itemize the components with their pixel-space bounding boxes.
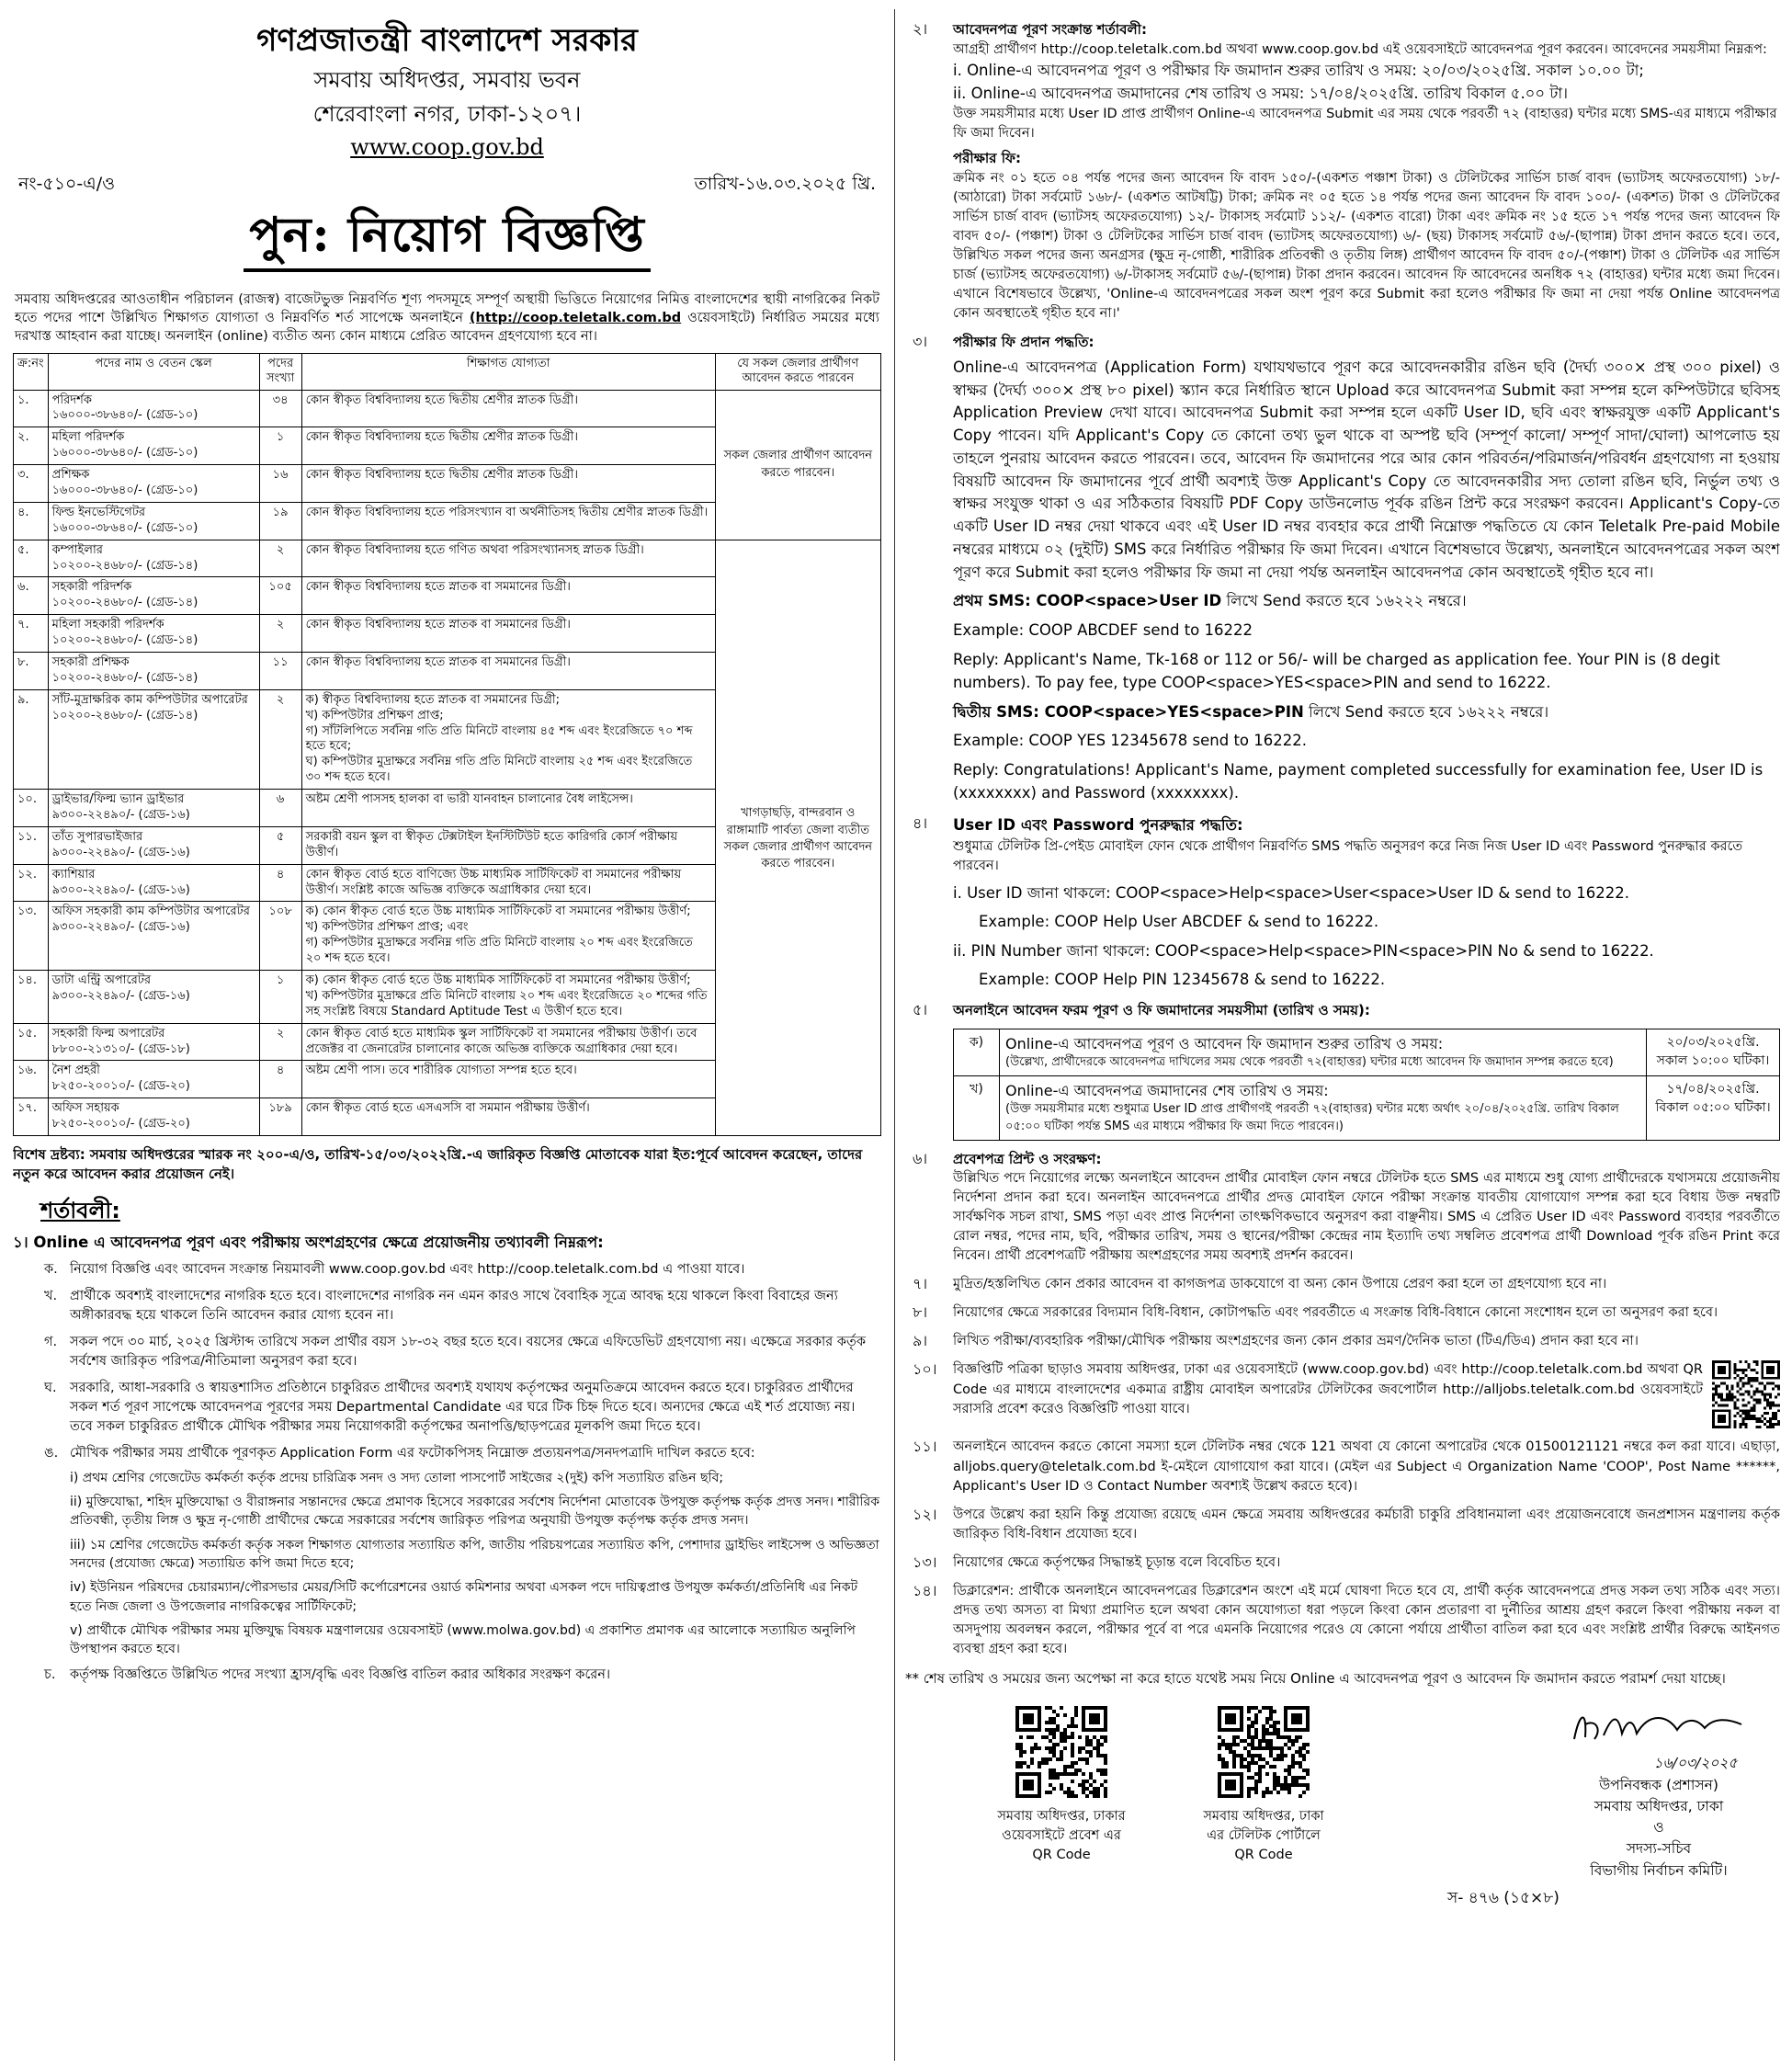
- section-text-body: মুদ্রিত/হস্তলিখিত কোন প্রকার আবেদন বা কাগজপত্র ডাকযোগে বা অন্য কোন উপায়ে প্রেরণ করা হলে তা গ্রহণযোগ্য হবে না।: [953, 1277, 1607, 1292]
- numbered-section: [905, 1303, 1780, 1323]
- row-pay-scale: ৯৩০০-২২৪৯০/- (গ্রেড-১৬): [51, 988, 190, 1003]
- row-qualification: [301, 577, 715, 615]
- second-sms-reply: Reply: Congratulations! Applicant's Name, payment completed successfully for examination fee, User ID is (xxxxxxxx) and Password (xxxxxxxx).: [953, 760, 1764, 802]
- row-serial: ১.: [14, 390, 49, 427]
- row-pay-scale: ৯৩০০-২২৪৯০/- (গ্রেড-১৬): [51, 920, 190, 935]
- row-post-count: ৬: [259, 790, 301, 827]
- numbered-section: [905, 1506, 1780, 1544]
- section-number: ১১।: [913, 1438, 937, 1456]
- table-row: [14, 390, 881, 427]
- row-pay-scale: ৮৮০০-২১৩১০/- (গ্রেড-১৮): [51, 1041, 190, 1056]
- section-6: [905, 1150, 1780, 1267]
- teletalk-qr-code-icon[interactable]: [1218, 1706, 1310, 1798]
- section-4: [905, 814, 1780, 992]
- term-text: মৌখিক পরীক্ষার সময় প্রার্থীকে পূরণকৃত Application Form এর ফটোকপিসহ নিম্নোক্ত প্রত্যয়নপত্র/সনদপত্রাদি দাখিল করতে হবে:: [70, 1445, 755, 1461]
- row-post-name: মহিলা সহকারী পরিদর্শক: [51, 618, 164, 632]
- circular-qr-code-icon[interactable]: [1712, 1360, 1780, 1428]
- row-serial: ১৪.: [14, 971, 49, 1024]
- qualification-line: কোন স্বীকৃত বিশ্ববিদ্যালয় হতে দ্বিতীয় শ্রেণীর স্নাতক ডিগ্রী।: [305, 392, 579, 407]
- qualification-line: অষ্টম শ্রেণী পাস। তবে শারীরিক যোগ্যতা সম্পন্ন হতে হবে।: [305, 1063, 577, 1078]
- term-subitem: ii) মুক্তিযোদ্ধা, শহিদ মুক্তিযোদ্ধা ও বীরাঙ্গনার সন্তানদের ক্ষেত্রে প্রমাণক হিসেবে সরকারের সর্বশেষ নির্দেশনা মোতাবেক উপযুক্ত কর্তৃপক্ষ কর্তৃক প্রদত্ত সনদ। শারীরিক প্রতিবন্ধী, তৃতীয় লিঙ্গ ও ক্ষুদ্র নৃ-গোষ্ঠী প্রার্থীদের ক্ষেত্রে সরকারের সর্বশেষ জারিকৃত পরিপত্র অনুযায়ী উপযুক্ত কর্তৃপক্ষ কর্তৃক প্রদত্ত সনদ।: [70, 1495, 880, 1529]
- row-pay-scale: ১৬০০০-৩৮৬৪০/- (গ্রেড-১০): [51, 483, 198, 497]
- section-text-body: নিয়োগের ক্ষেত্রে সরকারের বিদ্যমান বিধি-বিধান, কোটাপদ্ধতি এবং পরবর্তীতে এ সংক্রান্ত বিধি-বিধানে কোনো সংশোধন হলে তা অনুসরণ করা হবে।: [953, 1305, 1718, 1321]
- section-text-body: বিজ্ঞপ্তিটি পত্রিকা ছাড়াও সমবায় অধিদপ্তর, ঢাকা এর ওয়েবসাইটে (www.coop.gov.bd) এবং http://coop.teletalk.com.bd অথবা QR Code এর মাধ্যমে বাংলাদেশের একমাত্র রাষ্ট্রীয় মোবাইল অপারেটর টেলিটকের জবপোর্টাল http://alljobs.teletalk.com.bd ওয়েবসাইটে সরাসরি প্রবেশ করেও বিজ্ঞপ্তিটি পাওয়া যাবে।: [953, 1362, 1703, 1416]
- section-number: ৭।: [913, 1275, 928, 1293]
- numbered-section: [905, 1438, 1780, 1496]
- teletalk-qr-caption: [1172, 1807, 1355, 1865]
- row-post: [48, 1098, 259, 1136]
- qualification-line: কোন স্বীকৃত বিশ্ববিদ্যালয় হতে পরিসংখ্যান বা অর্থনীতিসহ দ্বিতীয় শ্রেণীর স্নাতক ডিগ্রী।: [305, 505, 709, 519]
- row-post-name: সহকারী প্রশিক্ষক: [51, 655, 130, 669]
- term-subitem: iii) ১ম শ্রেণির গেজেটেড কর্মকর্তা কর্তৃক সকল শিক্ষাগত যোগ্যতার সত্যায়িত কপি, জাতীয় পরিচয়পত্রের সত্যায়িত কপি, পেশাদার ড্রাইভিং লাইসেন্স ও অভিজ্ঞতা সনদের (প্রযোজ্য ক্ষেত্রে) সত্যায়িত কপি জমা দিতে হবে;: [70, 1537, 879, 1571]
- term-item-last: [13, 1666, 881, 1685]
- row-serial: ১৬.: [14, 1061, 49, 1098]
- row-pay-scale: ৯৩০০-২২৪৯০/- (গ্রেড-১৬): [51, 808, 190, 823]
- section-4-number: ৪।: [913, 813, 928, 832]
- section-text: [953, 1275, 1780, 1294]
- recover-user-id-example: Example: COOP Help User ABCDEF & send to 16222.: [979, 913, 1379, 931]
- row-post: [48, 1023, 259, 1061]
- section-number: ৯।: [913, 1332, 928, 1350]
- signatory-committee: বিভাগীয় নির্বাচন কমিটি।: [1590, 1861, 1728, 1879]
- row-post-count: ১: [259, 427, 301, 465]
- posts-table: [13, 353, 881, 1136]
- term-text: নিয়োগ বিজ্ঞপ্তি এবং আবেদন সংক্রান্ত নিয়মাবলী www.coop.gov.bd এবং http://coop.teletalk.com.bd এ পাওয়া যাবে।: [70, 1261, 745, 1277]
- eligible-districts-all: সকল জেলার প্রার্থীগণ আবেদন করতে পারবেন।: [715, 390, 880, 540]
- row-post-count: ১০৮: [259, 902, 301, 971]
- first-sms-format: প্রথম SMS: COOP<space>User ID: [953, 592, 1222, 610]
- row-post: [48, 902, 259, 971]
- row-post: [48, 615, 259, 653]
- term-text: সকল পদে ৩০ মার্চ, ২০২৫ খ্রিস্টাব্দ তারিখে সকল প্রার্থীর বয়স ১৮-৩২ বছর হতে হবে। বয়সের ক্ষেত্রে এফিডেভিট গ্রহণযোগ্য নয়। এক্ষেত্রে সরকার কর্তৃক সর্বশেষ জারিকৃত পরিপত্র/নীতিমালা অনুসরণ করা হবে।: [70, 1334, 866, 1369]
- row-post-count: ১৮৯: [259, 1098, 301, 1136]
- numbered-section: [905, 1332, 1780, 1351]
- section-5-number: ৫।: [913, 1000, 928, 1018]
- row-qualification: [301, 971, 715, 1024]
- row-post: [48, 864, 259, 902]
- row-qualification: [301, 465, 715, 503]
- row-pay-scale: ১০২০০-২৪৬৮০/- (গ্রেড-১৪): [51, 708, 198, 722]
- deadline-table: [953, 1029, 1780, 1141]
- qualification-line: সরকারী বয়ন স্কুল বা স্বীকৃত টেক্সটাইল ইনস্টিটিউট হতে কারিগরি কোর্স পরীক্ষায় উত্তীর্ণ।: [305, 829, 678, 859]
- qualification-line: ক) কোন স্বীকৃত বোর্ড হতে উচ্চ মাধ্যমিক সার্টিফিকেট বা সমমানের পরীক্ষায় উত্তীর্ণ;: [305, 904, 691, 919]
- intro-text-2: ওয়েবসাইটে) নির্ধারিত সময়ের মধ্যে দরখাস্ত আহবান করা যাচ্ছে। অনলাইন (online) ব্যতীত অন্য কোন মাধ্যমে প্রেরিত আবেদন গ্রহণযোগ্য হবে না।: [15, 311, 880, 345]
- row-post-count: ১: [259, 971, 301, 1024]
- section-2-p1: আগ্রহী প্রার্থীগণ http://coop.teletalk.com.bd অথবা www.coop.gov.bd এই ওয়েবসাইটে আবেদনপত্র পূরণ করবেন। আবেদনের সময়সীমা নিম্নরূপ:: [953, 41, 1767, 57]
- term-text: সরকারি, আধা-সরকারি ও স্বায়ত্তশাসিত প্রতিষ্ঠানে চাকুরিরত প্রার্থীদের অবশ্যই যথাযথ কর্তৃপক্ষের অনুমতিক্রমে আবেদন করতে হবে। চাকুরিরত প্রার্থীদের সকল শর্ত পূরণ সাপেক্ষে আবেদনপত্র পূরণের সময় Departmental Candidate এর ঘরে টিক চিহ্ন দিতে হবে। অন্যদের ক্ষেত্রে এই শর্ত প্রযোজ্য নয়। তবে সকল চাকুরিরত প্রার্থীকে মৌখিক পরীক্ষার সময় নিয়োগকারী কর্তৃপক্ষের অনাপত্তি/ছাড়পত্রের মূলকপি জমা দিতে হবে।: [70, 1380, 856, 1434]
- footer-area: [905, 1693, 1780, 1960]
- term-key: ঘ.: [44, 1380, 57, 1395]
- deadline-time: বিকাল ০৫:০০ ঘটিকা।: [1655, 1100, 1771, 1116]
- issue-date: তারিখ-১৬.০৩.২০২৫ খ্রি.: [694, 173, 876, 194]
- row-serial: ৪.: [14, 502, 49, 540]
- deadline-row: [954, 1029, 1780, 1075]
- col-post-count: পদের সংখ্যা: [259, 354, 301, 391]
- qualification-line: গ) কম্পিউটার মুদ্রাক্ষরে সর্বনিম্ন গতি প্রতি মিনিটে বাংলায় ২০ শব্দ এবং ইংরেজিতে ২০ শব্দ হতে হবে।: [305, 936, 693, 966]
- second-sms: [953, 700, 1780, 724]
- row-post-name: ক্যাশিয়ার: [51, 867, 96, 881]
- row-serial: ৯.: [14, 689, 49, 789]
- qualification-line: কোন স্বীকৃত বিশ্ববিদ্যালয় হতে দ্বিতীয় শ্রেণীর স্নাতক ডিগ্রী।: [305, 430, 579, 445]
- row-post: [48, 465, 259, 503]
- row-pay-scale: ১৬০০০-৩৮৬৪০/- (গ্রেড-১০): [51, 408, 198, 423]
- row-post-name: সাঁট-মুদ্রাক্ষরিক কাম কম্পিউটার অপারেটর: [51, 692, 248, 707]
- row-qualification: [301, 427, 715, 465]
- row-qualification: [301, 1061, 715, 1098]
- right-column: [905, 11, 1780, 2061]
- row-serial: ১২.: [14, 864, 49, 902]
- col-qualification: শিক্ষাগত যোগ্যতা: [301, 354, 715, 391]
- term-text: প্রার্থীকে অবশ্যই বাংলাদেশের নাগরিক হতে হবে। বাংলাদেশের নাগরিক নন এমন কারও সাথে বৈবাহিক সূত্রে আবদ্ধ হয়ে থাকলে কিংবা বিবাহের জন্য অঙ্গীকারবদ্ধ হয়ে থাকলে তিনি আবেদন করার যোগ্য হবেন না।: [70, 1288, 838, 1323]
- signature-icon: [1567, 1702, 1751, 1754]
- deadline-description: [1000, 1075, 1647, 1140]
- row-post-count: ৫: [259, 826, 301, 864]
- section-4-text: শুধুমাত্র টেলিটক প্রি-পেইড মোবাইল ফোন থেকে প্রার্থীগণ নিম্নবর্ণিত SMS পদ্ধতি অনুসরণ করে নিজ নিজ User ID এবং Password পুনরুদ্ধার করতে পারবেন।: [953, 838, 1743, 873]
- first-sms: [953, 589, 1780, 613]
- term-item: [13, 1260, 881, 1280]
- term-item: [13, 1333, 881, 1371]
- term-key: ক.: [44, 1261, 58, 1277]
- term-key: চ.: [44, 1667, 56, 1683]
- qualification-line: কোন স্বীকৃত বিশ্ববিদ্যালয় হতে স্নাতক বা সমমানের ডিগ্রী।: [305, 655, 571, 669]
- section-text-body: ডিক্লারেশন: প্রার্থীকে অনলাইনে আবেদনপত্রের ডিক্লারেশন অংশে এই মর্মে ঘোষণা দিতে হবে যে, প্রার্থী কর্তৃক আবেদনপত্রে প্রদত্ত সকল তথ্য সঠিক এবং সত্য। প্রদত্ত তথ্য অসত্য বা মিথ্যা প্রমাণিত হলে অথবা কোন অযোগ্যতা ধরা পড়লে কিংবা কোন প্রতারণা বা দুর্নীতির আশ্রয় গ্রহণ করলে কিংবা পরীক্ষায় নকল বা অসদুপায় অবলম্বন করলে, পরীক্ষার পূর্বে বা পরে এমনকি নিয়োগের পরেও যে কোনো পর্যায়ে প্রার্থীতা বাতিল করা হবে এবং সংশ্লিষ্ট প্রার্থীর বিরুদ্ধে আইনগত ব্যবস্থা গ্রহণ করা হবে।: [953, 1583, 1780, 1656]
- row-pay-scale: ১০২০০-২৪৬৮০/- (গ্রেড-১৪): [51, 670, 198, 685]
- section-2-start: i. Online-এ আবেদনপত্র পূরণ ও পরীক্ষার ফি জমাদান শুরুর তারিখ ও সময়: ২০/০৩/২০২৫খ্রি. সকাল ১০.০০ টা;: [953, 61, 1644, 79]
- numbered-section: [905, 1275, 1780, 1294]
- row-post-count: ৪: [259, 1061, 301, 1098]
- qualification-line: খ) কম্পিউটার প্রশিক্ষণ প্রাপ্ত; এবং: [305, 920, 469, 935]
- row-post-name: কম্পাইলার: [51, 542, 103, 557]
- row-post-count: ৪: [259, 864, 301, 902]
- row-pay-scale: ১৬০০০-৩৮৬৪০/- (গ্রেড-১০): [51, 446, 198, 461]
- row-post-name: অফিস সহায়ক: [51, 1101, 119, 1116]
- section-6-heading: প্রবেশপত্র প্রিন্ট ও সংরক্ষণ:: [953, 1150, 1102, 1167]
- section-6-text: উল্লিখিত পদে নিয়োগের লক্ষ্যে অনলাইনে আবেদন প্রার্থীর মোবাইল ফোন নম্বরে টেলিটক হতে SMS এর মাধ্যমে শুধু যোগ্য প্রার্থীদেরকে যথাসময়ে প্রয়োজনীয় নির্দেশনা প্রদান করা হবে। অনলাইন আবেদনপত্রে প্রার্থীর প্রদত্ত মোবাইল ফোনে পরীক্ষা সংক্রান্ত যাবতীয় যোগাযোগ সম্পন্ন করা হবে বিধায় উক্ত নম্বরটি সার্বক্ষণিক সচল রাখা, SMS পড়া এবং প্রাপ্ত নির্দেশনা তাৎক্ষণিকভাবে অনুসরণ করা বাঞ্ছনীয়। SMS এ প্রেরিত User ID এবং Password ব্যবহার পরবর্তীতে রোল নম্বর, পদের নাম, ছবি, পরীক্ষার তারিখ, সময় ও স্থানের/পরীক্ষা কেন্দ্রের নাম ইত্যাদি তথ্য সম্বলিত প্রবেশপত্র প্রার্থী Download পূর্বক রঙিন Print করে নিবেন। প্রার্থী প্রবেশপত্রটি পরীক্ষায় অংশগ্রহণের সময় অবশ্যই প্রদর্শন করবেন।: [953, 1171, 1780, 1264]
- term-key: গ.: [44, 1334, 58, 1349]
- terms-section-1-heading: ১। Online এ আবেদনপত্র পূরণ এবং পরীক্ষায় অংশগ্রহণের ক্ষেত্রে প্রয়োজনীয় তথ্যাবলী নিম্নরূপ:: [13, 1234, 604, 1252]
- website-qr-code-icon[interactable]: [1015, 1706, 1107, 1798]
- qualification-line: কোন স্বীকৃত বিশ্ববিদ্যালয় হতে স্নাতক বা সমমানের ডিগ্রী।: [305, 618, 571, 632]
- row-post-name: পরিদর্শক: [51, 392, 92, 407]
- department-website[interactable]: www.coop.gov.bd: [350, 133, 544, 160]
- row-post-count: ২: [259, 689, 301, 789]
- signatory-and: ও: [1653, 1819, 1664, 1837]
- numbered-section: [905, 1360, 1780, 1428]
- section-number: ১৪।: [913, 1581, 937, 1599]
- deadline-key: ক): [954, 1029, 1000, 1075]
- row-qualification: [301, 1023, 715, 1061]
- memo-number: নং-৫১০-এ/ও: [18, 173, 116, 194]
- qualification-line: কোন স্বীকৃত বোর্ড হতে এসএসসি বা সমমান পরীক্ষায় উত্তীর্ণ।: [305, 1101, 590, 1116]
- row-post-count: ১৯: [259, 502, 301, 540]
- qualification-line: কোন স্বীকৃত বিশ্ববিদ্যালয় হতে স্নাতক বা সমমানের ডিগ্রী।: [305, 580, 571, 595]
- row-post-name: নৈশ প্রহরী: [51, 1063, 100, 1078]
- row-post-count: ৩৪: [259, 390, 301, 427]
- department-name: সমবায় অধিদপ্তর, সমবায় ভবন: [313, 67, 581, 94]
- table-row: [14, 540, 881, 577]
- row-qualification: [301, 390, 715, 427]
- row-serial: ১১.: [14, 826, 49, 864]
- row-serial: ১৫.: [14, 1023, 49, 1061]
- special-note: বিশেষ দ্রষ্টব্য: সমবায় অধিদপ্তরের স্মারক নং ২০০-এ/ও, তারিখ-১৫/০৩/২০২২খ্রি.-এ জারিকৃত বিজ্ঞপ্তি মোতাবেক যারা ইত:পূর্বে আবেদন করেছেন, তাদের নতুন করে আবেদন করার প্রয়োজন নেই।: [13, 1146, 863, 1183]
- section-3-heading: পরীক্ষার ফি প্রদান পদ্ধতি:: [953, 334, 1094, 351]
- row-serial: ৬.: [14, 577, 49, 615]
- qualification-line: খ) কম্পিউটার মুদ্রাক্ষরে প্রতি মিনিটে বাংলায় ২০ শব্দ এবং ইংরেজিতে ২০ শব্দের গতি সহ সংশ্লিষ্ট বিষয়ে Standard Aptitude Test এ উত্তীর্ণ হতে হবে।: [305, 988, 708, 1018]
- qualification-line: গ) সাঁটলিপিতে সর্বনিম্ন গতি প্রতি মিনিটে বাংলায় ৪৫ শব্দ এবং ইংরেজিতে ৭০ শব্দ হতে হবে;: [305, 723, 693, 754]
- section-text: [953, 1360, 1780, 1428]
- first-sms-text: লিখে Send করতে হবে ১৬২২২ নম্বরে।: [1221, 592, 1467, 610]
- first-sms-reply: Reply: Applicant's Name, Tk-168 or 112 or 56/- will be charged as application fee. Your PIN is (8 degit numbers). To pay fee, type COOP<space>YES<space>PIN and send to 16222.: [953, 650, 1720, 692]
- term-subitem: i) প্রথম শ্রেণির গেজেটেড কর্মকর্তা কর্তৃক প্রদেয় চারিত্রিক সনদ ও সদ্য তোলা পাসপোর্ট সাইজের ২(দুই) কপি সত্যায়িত রঙিন ছবি;: [70, 1470, 724, 1485]
- row-post: [48, 790, 259, 827]
- deadline-date: ১৭/০৪/২০২৫খ্রি.: [1666, 1081, 1760, 1097]
- term-item: [13, 1444, 881, 1463]
- row-post: [48, 689, 259, 789]
- section-2-end: ii. Online-এ আবেদনপত্র জমাদানের শেষ তারিখ ও সময়: ১৭/০৪/২০২৫খ্রি. তারিখ বিকাল ৫.০০ টা।: [953, 84, 1569, 102]
- row-qualification: [301, 902, 715, 971]
- second-sms-example: Example: COOP YES 12345678 send to 16222.: [953, 732, 1307, 750]
- numbered-section: [905, 1582, 1780, 1659]
- fee-heading: পরীক্ষার ফি:: [953, 150, 1021, 167]
- section-3-number: ৩।: [913, 333, 928, 351]
- signatory-office: সমবায় অধিদপ্তর, ঢাকা: [1594, 1797, 1724, 1814]
- row-post: [48, 502, 259, 540]
- term-text: কর্তৃপক্ষ বিজ্ঞপ্তিতে উল্লিখিত পদের সংখ্যা হ্রাস/বৃদ্ধি এবং বিজ্ঞপ্তি বাতিল করার অধিকার সংরক্ষণ করেন।: [70, 1667, 611, 1683]
- row-post: [48, 971, 259, 1024]
- col-eligible-districts: যে সকল জেলার প্রার্থীগণ আবেদন করতে পারবেন: [715, 354, 880, 391]
- deadline-datetime: [1647, 1029, 1780, 1075]
- section-number: ১২।: [913, 1505, 937, 1523]
- row-post: [48, 826, 259, 864]
- row-pay-scale: ৮২৫০-২০০১০/- (গ্রেড-২০): [51, 1079, 190, 1094]
- row-post-name: ফিল্ড ইনভেস্টিগেটর: [51, 505, 146, 519]
- section-6-number: ৬।: [913, 1149, 928, 1167]
- row-post-name: অফিস সহকারী কাম কম্পিউটার অপারেটর: [51, 904, 250, 919]
- row-post: [48, 540, 259, 577]
- row-qualification: [301, 826, 715, 864]
- deadline-row: [954, 1075, 1780, 1140]
- second-sms-text: লিখে Send করতে হবে ১৬২২২ নম্বরে।: [1303, 702, 1549, 721]
- row-pay-scale: ৮২৫০-২০০১০/- (গ্রেড-২০): [51, 1117, 190, 1132]
- recover-pin: ii. PIN Number জানা থাকলে: COOP<space>Help<space>PIN<space>PIN No & send to 16222.: [953, 941, 1654, 960]
- section-text: [953, 1506, 1780, 1544]
- reference-line: [18, 173, 876, 196]
- row-serial: ৭.: [14, 615, 49, 653]
- section-text-body: লিখিত পরীক্ষা/ব্যবহারিক পরীক্ষা/মৌখিক পরীক্ষায় অংশগ্রহণের জন্য কোন প্রকার ভ্রমণ/দৈনিক ভাতা (টিএ/ডিএ) প্রদান করা হবে না।: [953, 1334, 1639, 1349]
- term-subitem: v) প্রার্থীকে মৌখিক পরীক্ষার সময় মুক্তিযুদ্ধ বিষয়ক মন্ত্রণালয়ের ওয়েবসাইট (www.molwa.gov.bd) এ প্রকাশিত প্রমাণক এর আলোকে সত্যায়িত অনুলিপি উপস্থাপন করতে হবে।: [70, 1622, 856, 1657]
- row-post-name: ড্রাইভার/ফিল্ম ভ্যান ড্রাইভার: [51, 792, 185, 807]
- row-post-name: প্রশিক্ষক: [51, 468, 90, 483]
- row-post: [48, 1061, 259, 1098]
- row-serial: ২.: [14, 427, 49, 465]
- terms-items: [13, 1260, 881, 1686]
- row-post-name: ডাটা এন্ট্রি অপারেটর: [51, 973, 152, 988]
- row-serial: ১০.: [14, 790, 49, 827]
- deadline-datetime: [1647, 1075, 1780, 1140]
- section-text: [953, 1332, 1780, 1351]
- signatory-role: সদস্য-সচিব: [1626, 1840, 1692, 1858]
- section-4-heading: User ID এবং Password পুনরুদ্ধার পদ্ধতি:: [953, 815, 1243, 834]
- row-post: [48, 390, 259, 427]
- row-serial: ৫.: [14, 540, 49, 577]
- row-qualification: [301, 502, 715, 540]
- numbered-section: [905, 1553, 1780, 1573]
- final-note: ** শেষ তারিখ ও সময়ের জন্য অপেক্ষা না করে হাতে যথেষ্ট সময় নিয়ে Online এ আবেদনপত্র পূরণ ও আবেদন ফি জমাদান করতে পরামর্শ দেয়া যাচ্ছে।: [905, 1669, 1726, 1687]
- website-qr-caption: [970, 1807, 1153, 1865]
- section-text: [953, 1582, 1780, 1659]
- qualification-line: ক) কোন স্বীকৃত বোর্ড হতে উচ্চ মাধ্যমিক সার্টিফিকেট বা সমমানের পরীক্ষায় উত্তীর্ণ;: [305, 973, 691, 988]
- government-name: গণপ্রজাতন্ত্রী বাংলাদেশ সরকার: [256, 22, 638, 59]
- row-serial: ১৩.: [14, 902, 49, 971]
- signature-date: ১৬/০৩/২০২৫: [1653, 1755, 1738, 1772]
- qualification-line: ঘ) কম্পিউটার মুদ্রাক্ষরে সর্বনিম্ন গতি প্রতি মিনিটে বাংলায় ২৫ শব্দ এবং ইংরেজিতে ৩০ শব্দ হতে হবে।: [305, 755, 693, 785]
- row-pay-scale: ৯৩০০-২২৪৯০/- (গ্রেড-১৬): [51, 845, 190, 859]
- qr1-line-1: সমবায় অধিদপ্তর, ঢাকার: [997, 1809, 1126, 1825]
- row-qualification: [301, 689, 715, 789]
- qr2-line-3: QR Code: [1234, 1848, 1293, 1863]
- letterhead: [13, 20, 881, 162]
- department-address: শেরেবাংলা নগর, ঢাকা-১২০৭।: [312, 101, 582, 128]
- eligible-districts-except-hill: খাগড়াছড়ি, বান্দরবান ও রাঙ্গামাটি পার্বত্য জেলা ব্যতীত সকল জেলার প্রার্থীগণ আবেদন করতে পারবেন।: [715, 540, 880, 1135]
- deadline-key: খ): [954, 1075, 1000, 1140]
- deadline-note: (উক্ত সময়সীমার মধ্যে শুধুমাত্র User ID প্রাপ্ত প্রার্থীগণই পরবর্তী ৭২(বাহাত্তর) ঘন্টার মধ্যে অর্থাৎ ২০/০৪/২০২৫খ্রি. তারিখ বিকাল ০৫:০০ ঘটিকা পর্যন্ত SMS এর মাধ্যমে পরীক্ষার ফি জমা দিতে পারবেন।): [1005, 1101, 1619, 1133]
- row-post-count: ১৬: [259, 465, 301, 503]
- row-qualification: [301, 540, 715, 577]
- deadline-note: (উল্লেখ্য, প্রার্থীদেরকে আবেদনপত্র দাখিলের সময় থেকে পরবর্তী ৭২(বাহাত্তর) ঘন্টার মধ্যে আবেদন ফি জমাদান সম্পন্ন করতে হবে): [1005, 1054, 1614, 1069]
- qr2-line-1: সমবায় অধিদপ্তর, ঢাকা: [1203, 1809, 1324, 1825]
- recover-pin-example: Example: COOP Help PIN 12345678 & send to 16222.: [979, 971, 1386, 989]
- qualification-line: কোন স্বীকৃত বোর্ড হতে মাধ্যমিক স্কুল সার্টিফিকেট বা সমমানের পরীক্ষায় উত্তীর্ণ। তবে প্রজেক্টর বা জেনারেটর চালানোর কাজে অভিজ্ঞ ব্যক্তিকে অগ্রাধিকার দেয়া হবে।: [305, 1026, 698, 1056]
- row-pay-scale: ৯৩০০-২২৪৯০/- (গ্রেড-১৬): [51, 882, 190, 897]
- deadline-date: ২০/০৩/২০২৫খ্রি.: [1666, 1034, 1760, 1050]
- section-text: [953, 1303, 1780, 1323]
- signatory-title: উপনিবন্ধক (প্রশাসন): [1599, 1776, 1718, 1793]
- row-serial: ৮.: [14, 653, 49, 690]
- notice-title-text: পুন: নিয়োগ বিজ্ঞপ্তি: [244, 204, 651, 272]
- posts-table-header: [14, 354, 881, 391]
- section-text: [953, 1438, 1780, 1496]
- section-3-text: Online-এ আবেদনপত্র (Application Form) যথাযথভাবে পূরণ করে আবেদনকারীর রঙিন ছবি (দৈর্ঘ্য ৩০০× প্রস্থ ৩০০ pixel) ও স্বাক্ষর (দৈর্ঘ্য ৩০০× প্রস্থ ৮০ pixel) স্ক্যান করে নির্ধারিত স্থানে Upload করে আবেদনপত্র Submit করা সম্পন্ন হলে কম্পিউটারে ছবিসহ Application Preview দেখা যাবে। আবেদনপত্র Submit করা সম্পন্ন হলে একটি User ID, ছবি এবং স্বাক্ষরযুক্ত একটি Applicant's Copy পাবেন। যদি Applicant's Copy তে কোনো তথ্য ভুল থাকে বা অস্পষ্ট ছবি (সম্পূর্ণ কালো/ সম্পূর্ণ সাদা/ঘোলা) আপলোড হয় তাহলে পুনরায় আবেদন করতে পারবেন। তবে, আবেদন ফি জমাদানের পরে আর কোন পরিবর্তন/পরিমার্জন/পরিবর্ধন গ্রহণযোগ্য না হওয়ায় বিষয়টি আবেদন ফি জমাদানের পূর্বে প্রার্থী অবশ্যই উক্ত Applicant's Copy তে আবেদনকারীর সদ্য তোলা রঙিন ছবি, নির্ভুল তথ্য ও স্বাক্ষর সংযুক্ত থাকা ও এর সঠিকতার বিষয়টি PDF Copy ডাউনলোড পূর্বক রঙিন প্রিন্ট করে সংরক্ষণ করবেন। Applicant's Copy-তে একটি User ID নম্বর দেয়া থাকবে এবং এই User ID নম্বর ব্যবহার করে প্রার্থী নিম্নোক্ত পদ্ধতিতে যে কোন Teletalk Pre-paid Mobile নম্বরের মাধ্যমে ০২ (দুইটি) SMS করে নির্ধারিত পরীক্ষার ফি জমা দিবেন। এখানে বিশেষভাবে উল্লেখ্য, অনলাইনে আবেদনপত্রের সকল অংশ পূরণ করে Submit করা হলেও পরীক্ষার ফি জমা না দেয়া পর্যন্ত অনলাইন আবেদনপত্র কোন অবস্থাতেই গৃহীত হবে না।: [953, 358, 1780, 581]
- remaining-sections: [905, 1275, 1780, 1658]
- section-2-number: ২।: [913, 20, 928, 38]
- section-text-body: অনলাইনে আবেদন করতে কোনো সমস্যা হলে টেলিটক নম্বর থেকে 121 অথবা যে কোনো অপারেটর থেকে 01500121121 নম্বরে কল করা যাবে। এছাড়া, alljobs.query@teletalk.com.bd ই-মেইলে যোগাযোগ করা যাবে। (মেইল এর Subject এ Organization Name 'COOP', Post Name ******, Applicant's User ID ও Contact Number অবশ্যই উল্লেখ করতে হবে)।: [953, 1439, 1780, 1494]
- qr1-line-2: ওয়েবসাইটে প্রবেশ এর: [1002, 1828, 1121, 1844]
- section-5: [905, 1001, 1780, 1141]
- deadline-title: Online-এ আবেদনপত্র জমাদানের শেষ তারিখ ও সময়:: [1005, 1081, 1329, 1099]
- column-divider: [894, 9, 895, 2061]
- first-sms-example: Example: COOP ABCDEF send to 16222: [953, 620, 1253, 639]
- intro-paragraph: [13, 290, 881, 346]
- qualification-line: অষ্টম শ্রেণী পাসসহ হালকা বা ভারী যানবাহন চালানোর বৈধ লাইসেন্স।: [305, 792, 633, 807]
- row-post-name: সহকারী ফিল্ম অপারেটর: [51, 1026, 165, 1041]
- row-serial: ৩.: [14, 465, 49, 503]
- section-text-body: উপরে উল্লেখ করা হয়নি কিন্তু প্রযোজ্য রয়েছে এমন ক্ষেত্রে সমবায় অধিদপ্তরের কর্মচারী চাকুরি প্রবিধানমালা এবং প্রয়োজনবোধে জনপ্রশাসন মন্ত্রণালয় কর্তৃক জারিকৃত বিধি-বিধান প্রযোজ্য হবে।: [953, 1507, 1780, 1541]
- section-text-body: নিয়োগের ক্ষেত্রে কর্তৃপক্ষের সিদ্ধান্তই চূড়ান্ত বলে বিবেচিত হবে।: [953, 1554, 1281, 1570]
- row-qualification: [301, 653, 715, 690]
- qualification-line: কোন স্বীকৃত বিশ্ববিদ্যালয় হতে দ্বিতীয় শ্রেণীর স্নাতক ডিগ্রী।: [305, 468, 579, 483]
- row-post-name: তাঁত সুপারভাইজার: [51, 829, 143, 844]
- term-key: খ.: [44, 1288, 58, 1303]
- qualification-line: খ) কম্পিউটার প্রশিক্ষণ প্রাপ্ত;: [305, 708, 444, 722]
- row-post-count: ২: [259, 1023, 301, 1061]
- row-pay-scale: ১০২০০-২৪৬৮০/- (গ্রেড-১৪): [51, 596, 198, 610]
- term-key: ঙ.: [44, 1445, 59, 1461]
- section-2-p4: উক্ত সময়সীমার মধ্যে User ID প্রাপ্ত প্রার্থীগণ Online-এ আবেদনপত্র Submit এর সময় থেকে পরবর্তী ৭২ (বাহাত্তর) ঘন্টার মধ্যে SMS-এর মাধ্যমে পরীক্ষার ফি জমা দিবেন।: [953, 107, 1777, 142]
- intro-text: সমবায় অধিদপ্তরের আওতাধীন পরিচালন (রাজস্ব) বাজেটভুক্ত নিম্নবর্ণিত শূণ্য পদসমূহে সম্পূর্ণ অস্থায়ী ভিত্তিতে নিয়োগের নিমিত্ত বাংলাদেশের স্থায়ী নাগরিকের নিকট হতে পদের পাশে উল্লিখিত শিক্ষাগত যোগ্যতা ও নিম্নবর্ণিত শর্ত সাপেক্ষে অনলাইনে: [15, 292, 879, 326]
- term-subitem: iv) ইউনিয়ন পরিষদের চেয়ারম্যান/পৌরসভার মেয়র/সিটি কর্পোরেশনের ওয়ার্ড কমিশনার অথবা এসকল পদে দায়িত্বপ্রাপ্ত উপযুক্ত কর্মকর্তা/প্রতিনিধি এর নিকট হতে নিজ জেলা ও উপজেলার নাগরিকত্বের সার্টিফিকেট;: [70, 1580, 858, 1614]
- section-number: ১০।: [913, 1360, 937, 1379]
- qualification-line: ক) স্বীকৃত বিশ্ববিদ্যালয় হতে স্নাতক বা সমমানের ডিগ্রী;: [305, 692, 560, 707]
- section-5-heading: অনলাইনে আবেদন ফরম পূরণ ও ফি জমাদানের সময়সীমা (তারিখ ও সময়):: [953, 1001, 1370, 1018]
- row-qualification: [301, 1098, 715, 1136]
- row-post-count: ১০৫: [259, 577, 301, 615]
- publication-sequence: স- ৪৭৬ (১৫×৮): [1447, 1889, 1559, 1908]
- term-item: [13, 1287, 881, 1325]
- section-number: ৮।: [913, 1303, 928, 1322]
- col-serial: ক্র:নং: [14, 354, 49, 391]
- row-pay-scale: ১০২০০-২৪৬৮০/- (গ্রেড-১৪): [51, 633, 198, 648]
- terms-heading: শর্তাবলী:: [40, 1198, 120, 1224]
- fee-text: ক্রমিক নং ০১ হতে ০৪ পর্যন্ত পদের জন্য আবেদন ফি বাবদ ১৫০/-(একশত পঞ্চাশ টাকা) ও টেলিটকের সার্ভিস চার্জ বাবদ (ভ্যাটসহ অফেরতযোগ্য) ১৮/- (আঠারো) টাকা সর্বমোট ১৬৮/- (একশত আটষট্টি) টাকা; ক্রমিক নং ০৫ হতে ১৪ পর্যন্ত পদের জন্য আবেদন ফি বাবদ ১০০/- (একশত) টাকা ও টেলিটকের সার্ভিস চার্জ বাবদ (ভ্যাটসহ অফেরতযোগ্য) ১২/- টাকাসহ সর্বমোট ১১২/- (একশত বারো) টাকা এবং ক্রমিক নং ১৫ হতে ১৭ পর্যন্ত পদের জন্য আবেদন ফি বাবদ ৫০/- (পঞ্চাশ) টাকা ও টেলিটকের সার্ভিস চার্জ বাবদ (ভ্যাটসহ অফেরতযোগ্য) ৬/- (ছয়) টাকাসহ সর্বমোট ৫৬/-(ছাপান্ন) টাকা প্রদান করতে হবে। তবে, উল্লিখিত সকল পদের জন্য অনগ্রসর (ক্ষুদ্র নৃ-গোষ্ঠী, শারীরিক প্রতিবন্ধী ও তৃতীয় লিঙ্গ) প্রার্থীগণ আবেদন ফি বাবদ ৫০/-(পঞ্চাশ) টাকা ও টেলিটক এর সার্ভিস চার্জ (ভ্যাটসহ অফেরতযোগ্য) ৬/-টাকাসহ সর্বমোট ৫৬/-(ছাপান্ন) টাকা প্রদান করবেন। আবেদন ফি আবেদনের অনধিক ৭২ (বাহাত্তর) ঘন্টার মধ্যে জমা দিবেন। এখানে বিশেষভাবে উল্লেখ্য, 'Online-এ আবেদনপত্রের সকল অংশ পূরণ করে Submit করা হলেও পরীক্ষার ফি জমা না দেয়া পর্যন্ত Online আবেদনপত্র কোন অবস্থাতেই গৃহীত হবে না।': [953, 171, 1780, 322]
- deadline-time: সকাল ১০:০০ ঘটিকা।: [1656, 1053, 1770, 1068]
- row-serial: ১৭.: [14, 1098, 49, 1136]
- row-post-count: ২: [259, 540, 301, 577]
- row-post: [48, 427, 259, 465]
- left-column: [13, 11, 881, 2061]
- qualification-line: কোন স্বীকৃত বিশ্ববিদ্যালয় হতে গণিত অথবা পরিসংখ্যানসহ স্নাতক ডিগ্রী।: [305, 542, 644, 557]
- row-post-count: ২: [259, 615, 301, 653]
- row-qualification: [301, 864, 715, 902]
- posts-table-body: [14, 390, 881, 1136]
- section-3: [905, 333, 1780, 805]
- row-post-name: মহিলা পরিদর্শক: [51, 430, 125, 445]
- row-qualification: [301, 790, 715, 827]
- row-qualification: [301, 615, 715, 653]
- col-post-name: পদের নাম ও বেতন স্কেল: [48, 354, 259, 391]
- row-post: [48, 577, 259, 615]
- signature-block: [1539, 1702, 1778, 1882]
- section-text: [953, 1553, 1780, 1573]
- row-post-count: ১১: [259, 653, 301, 690]
- deadline-description: [1000, 1029, 1647, 1075]
- row-post-name: সহকারী পরিদর্শক: [51, 580, 132, 595]
- row-post: [48, 653, 259, 690]
- qr1-line-3: QR Code: [1032, 1848, 1091, 1863]
- recover-user-id: i. User ID জানা থাকলে: COOP<space>Help<space>User<space>User ID & send to 16222.: [953, 883, 1629, 902]
- teletalk-link[interactable]: (http://coop.teletalk.com.bd: [469, 311, 682, 326]
- row-pay-scale: ১০২০০-২৪৬৮০/- (গ্রেড-১৪): [51, 558, 198, 573]
- deadline-title: Online-এ আবেদনপত্র পূরণ ও আবেদন ফি জমাদান শুরুর তারিখ ও সময়:: [1005, 1034, 1444, 1052]
- notice-title: [13, 204, 881, 272]
- section-number: ১৩।: [913, 1552, 937, 1571]
- section-2: [905, 20, 1780, 324]
- qualification-line: কোন স্বীকৃত বোর্ড হতে বাণিজ্যে উচ্চ মাধ্যমিক সার্টিফিকেট বা সমমানের পরীক্ষায় উত্তীর্ণ। সংশ্লিষ্ট কাজে অভিজ্ঞ ব্যক্তিকে অগ্রাধিকার দেয়া হবে।: [305, 867, 682, 897]
- second-sms-format: দ্বিতীয় SMS: COOP<space>YES<space>PIN: [953, 702, 1304, 721]
- term-item: [13, 1379, 881, 1437]
- row-pay-scale: ১৬০০০-৩৮৬৪০/- (গ্রেড-১০): [51, 520, 198, 535]
- qr2-line-2: এর টেলিটক পোর্টালে: [1207, 1828, 1321, 1844]
- section-2-heading: আবেদনপত্র পূরণ সংক্রান্ত শর্তাবলী:: [953, 21, 1147, 38]
